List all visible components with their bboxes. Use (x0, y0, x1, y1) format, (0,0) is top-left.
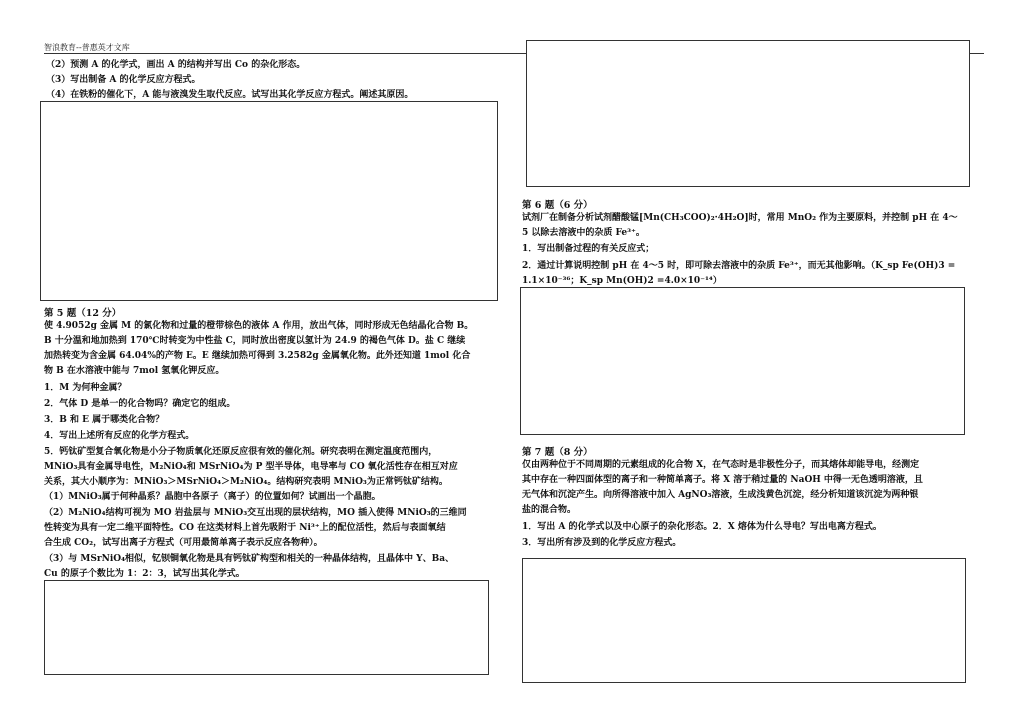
q5-line: Cu 的原子个数比为 1：2：3，试写出其化学式。 (44, 569, 245, 579)
q5-title: 第 5 题（12 分） (44, 308, 122, 319)
q5-line: 性转变为具有一定二维平面特性。CO 在这类材料上首先吸附于 Ni³⁺上的配位活性，然后与表面氧结 (44, 523, 446, 533)
q5-line: B 十分温和地加热到 170℃时转变为中性盐 C，同时放出密度以氢计为 24.9 的褐色气体 D。盐 C 继续 (44, 336, 466, 346)
q6-line: 试剂厂在制备分析试剂醋酸锰[Mn(CH₃COO)₂·4H₂O]时，常用 MnO₂ 作为主要原料，并控制 pH 在 4～ (522, 213, 958, 223)
q5-line: 2．气体 D 是单一的化合物吗？确定它的组成。 (44, 399, 236, 409)
document-header: 智浪教育--普惠英才文库 (44, 43, 130, 52)
q6-line: 2．通过计算说明控制 pH 在 4～5 时，即可除去溶液中的杂质 Fe³⁺，而无其他影响。（K_sp Fe(OH)3 = (522, 261, 956, 271)
q4-line-2: （3）写出制备 A 的化学反应方程式。 (46, 75, 201, 85)
q6-line: 5 以除去溶液中的杂质 Fe³⁺。 (522, 228, 645, 238)
answer-box-q6[interactable] (520, 287, 965, 435)
q5-line: （2）M₂NiO₄结构可视为 MO 岩盐层与 MNiO₃交互出现的层状结构，MO 插入使得 MNiO₃的三维同 (44, 508, 467, 518)
q5-line: MNiO₃具有金属导电性，M₂NiO₄和 MSrNiO₄为 P 型半导体，电导率与 CO 氧化活性存在相互对应 (44, 462, 458, 472)
q7-line: 仅由两种位于不同周期的元素组成的化合物 X，在气态时是非极性分子，而其熔体却能导电，经测定 (522, 460, 920, 470)
q7-line: 无气体和沉淀产生。向所得溶液中加入 AgNO₃溶液，生成浅黄色沉淀，经分析知道该沉淀为两种银 (522, 490, 919, 500)
q4-line-1: （2）预测 A 的化学式，画出 A 的结构并写出 Co 的杂化形态。 (46, 60, 306, 70)
answer-box-q4[interactable] (40, 101, 498, 301)
q5-line: 加热转变为含金属 64.04%的产物 E。E 继续加热可得到 3.2582g 金属氧化物。此外还知道 1mol 化合 (44, 351, 471, 361)
q6-line: 1.1×10⁻³⁶；K_sp Mn(OH)2 =4.0×10⁻¹⁴） (522, 276, 722, 286)
q7-line: 其中存在一种四面体型的离子和一种简单离子。将 X 溶于稍过量的 NaOH 中得一无色透明溶液，且 (522, 475, 923, 485)
q7-line: 1．写出 A 的化学式以及中心原子的杂化形态。2．X 熔体为什么导电？写出电离方程式。 (522, 522, 882, 532)
q5-line: 1．M 为何种金属？ (44, 383, 127, 393)
q5-line: 3．B 和 E 属于哪类化合物？ (44, 415, 165, 425)
q5-line: 物 B 在水溶液中能与 7mol 氢氧化钾反应。 (44, 366, 225, 376)
answer-box-top-right[interactable] (526, 40, 970, 187)
q5-line: 4．写出上述所有反应的化学方程式。 (44, 431, 195, 441)
q5-line: 关系，其大小顺序为：MNiO₃＞MSrNiO₄＞M₂NiO₄。结构研究表明 MNiO₃为正常钙钛矿结构。 (44, 477, 448, 487)
q7-title: 第 7 题（8 分） (522, 447, 593, 458)
q7-line: 盐的混合物。 (522, 505, 577, 515)
q7-line: 3．写出所有涉及到的化学反应方程式。 (522, 538, 682, 548)
q5-line: （1）MNiO₃属于何种晶系？晶胞中各原子（离子）的位置如何？试画出一个晶胞。 (44, 492, 381, 502)
q5-line: 5．钙钛矿型复合氧化物是小分子物质氧化还原反应很有效的催化剂。研究表明在测定温度范围内， (44, 447, 438, 457)
q5-line: 合生成 CO₂，试写出离子方程式（可用最简单离子表示反应各物种）。 (44, 538, 323, 548)
q5-line: （3）与 MSrNiO₄相似，钇钡铜氧化物是具有钙钛矿构型和相关的一种晶体结构，且晶体中 Y、Ba、 (44, 554, 455, 564)
answer-box-q5[interactable] (44, 580, 489, 675)
answer-box-q7[interactable] (522, 558, 966, 683)
q6-line: 1．写出制备过程的有关反应式； (522, 244, 655, 254)
q4-line-3: （4）在铁粉的催化下，A 能与液溴发生取代反应。试写出其化学反应方程式。阐述其原因。 (46, 90, 414, 100)
q5-line: 使 4.9052g 金属 M 的氯化物和过量的橙带棕色的液体 A 作用，放出气体，同时形成无色结晶化合物 B。 (44, 321, 474, 331)
q6-title: 第 6 题（6 分） (522, 200, 593, 211)
